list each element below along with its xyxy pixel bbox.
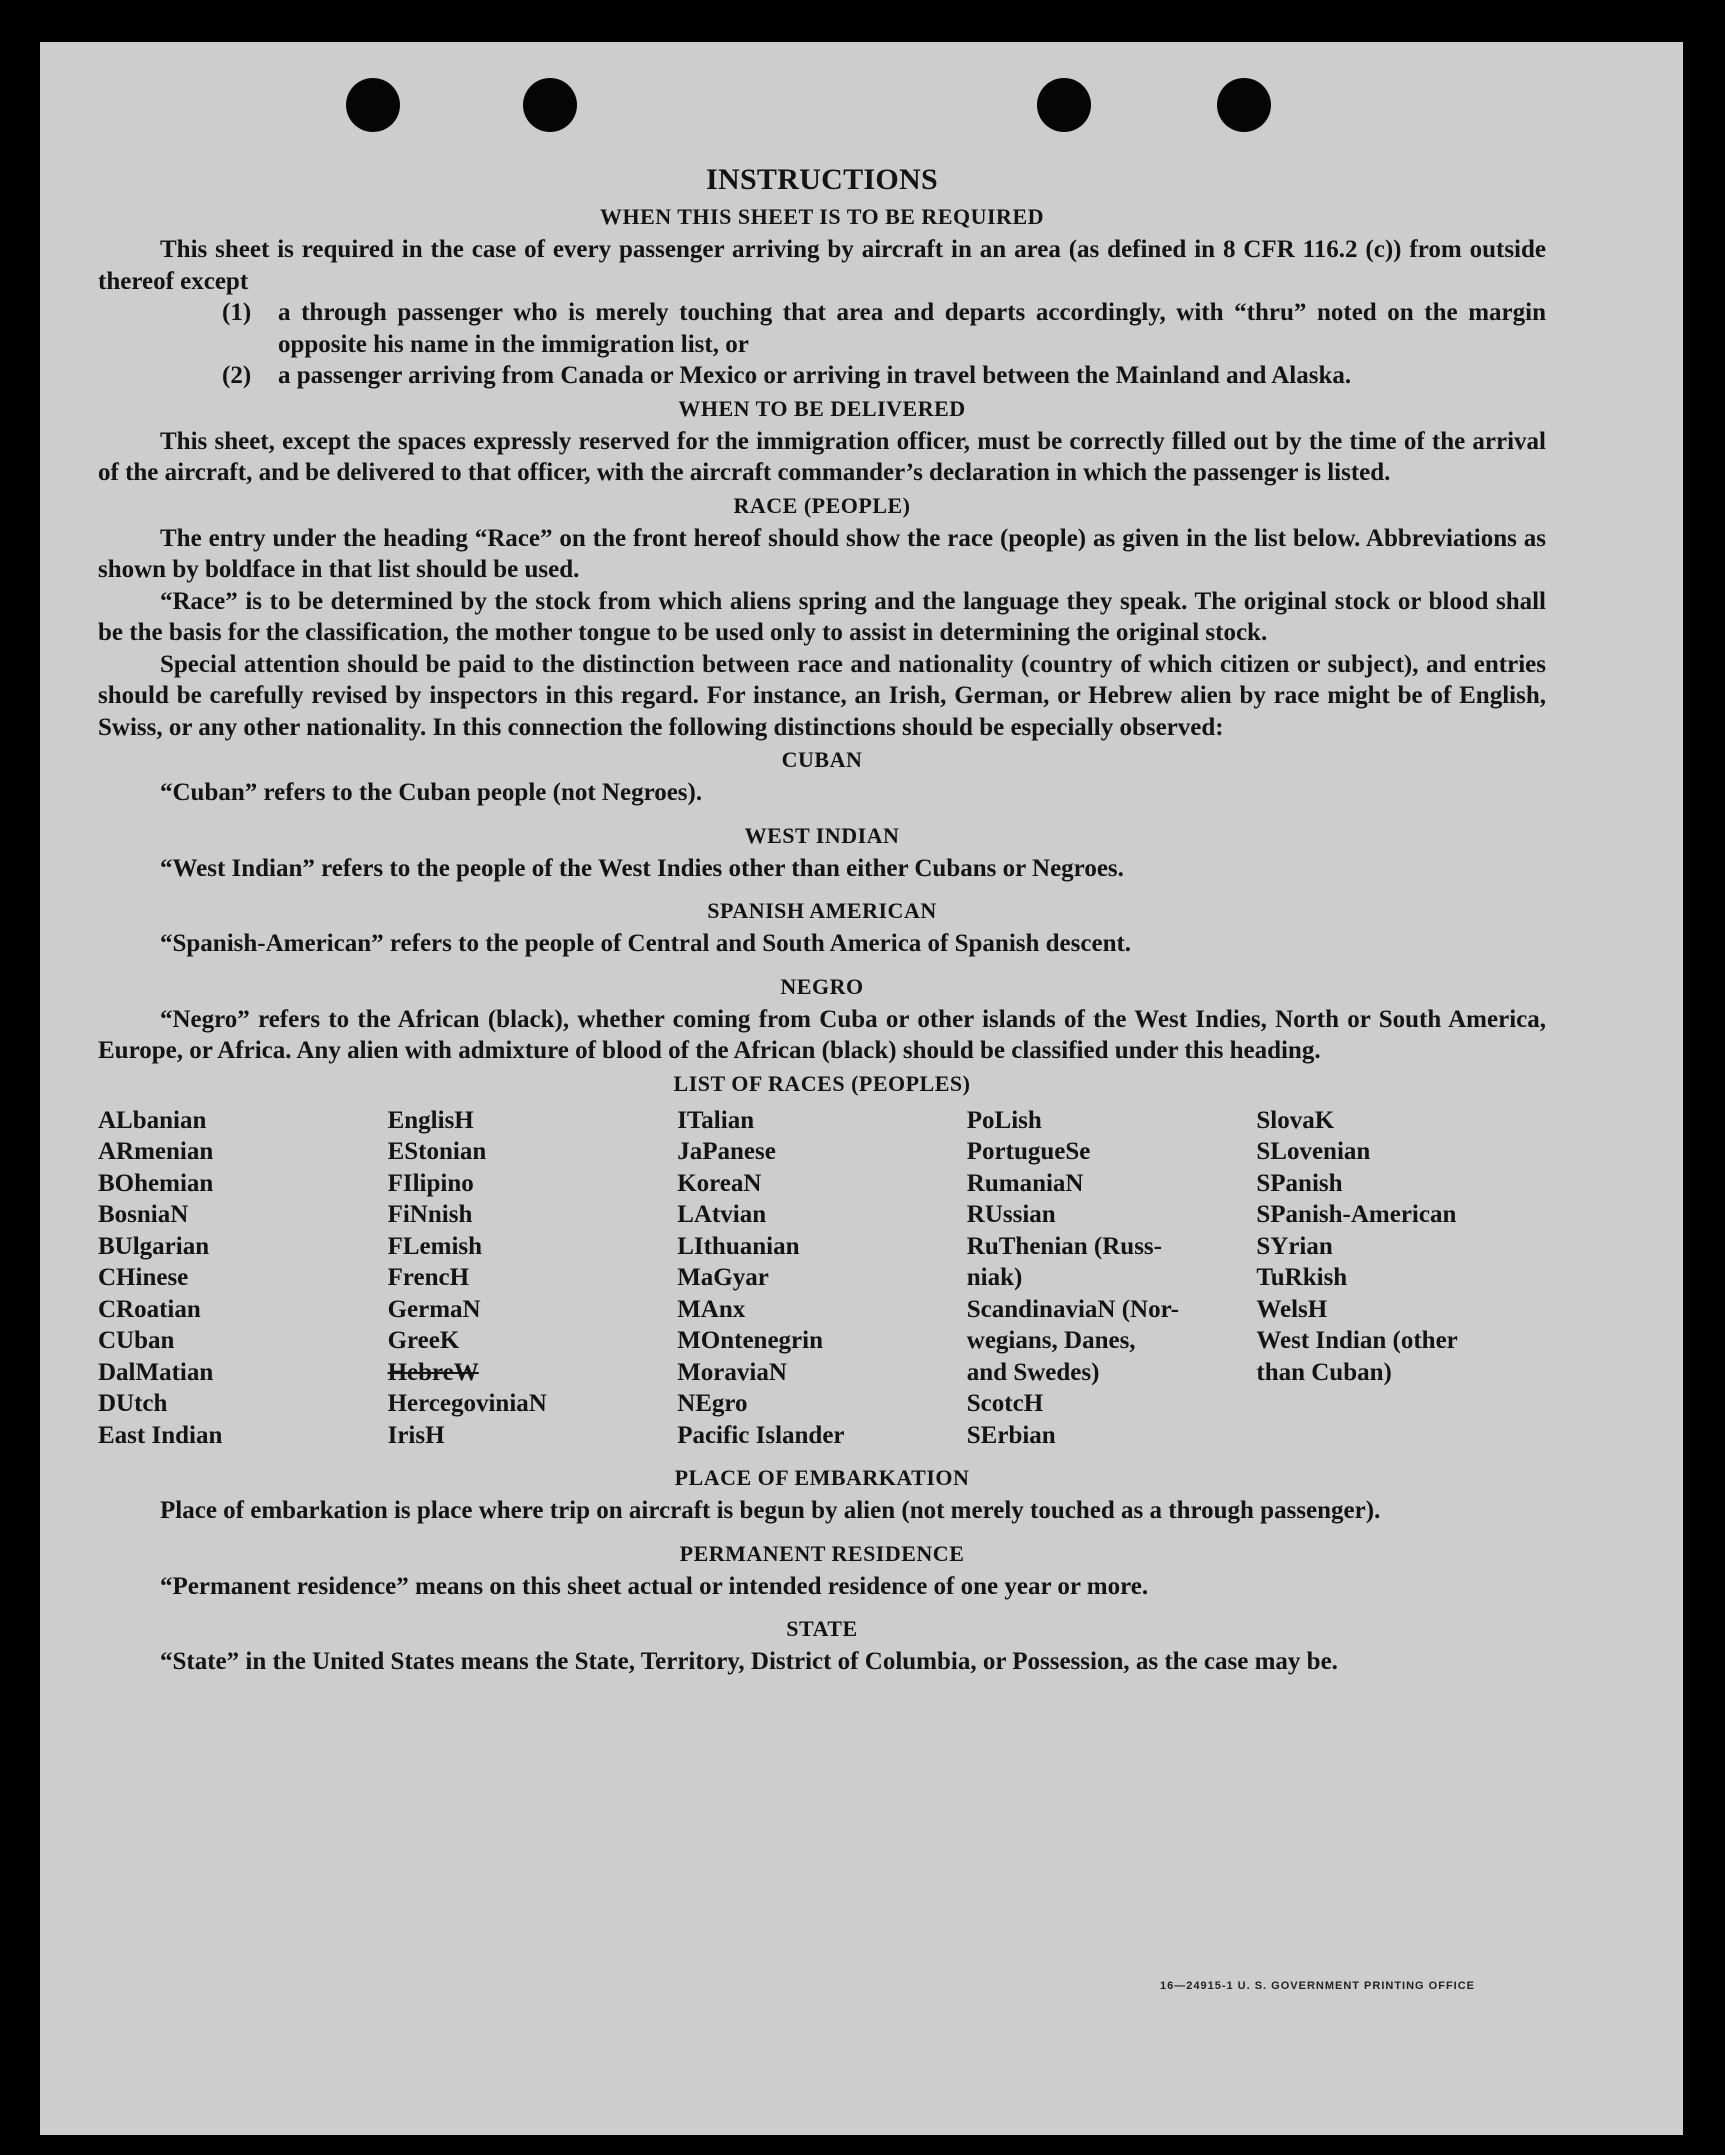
west-indian-text: “West Indian” refers to the people of the West Indies other than either Cubans or Negroes.: [160, 854, 1124, 882]
race-entry: GreeK: [387, 1327, 460, 1354]
section-heading-spanish-american: SPANISH AMERICAN: [707, 898, 937, 923]
section-heading-cuban: CUBAN: [781, 747, 863, 772]
instructions-content: [98, 160, 1546, 1678]
race-entry: GermaN: [387, 1295, 481, 1323]
race-column: [967, 1105, 1257, 1452]
race-entry: BOhemian: [98, 1169, 214, 1197]
race-entry: FiNnish: [387, 1201, 473, 1228]
residence-text: “Permanent residence” means on this sheet actual or intended residence of one year or more.: [160, 1572, 1149, 1600]
race-entry: SPanish-American: [1256, 1201, 1457, 1228]
race-entry: IrisH: [387, 1421, 445, 1449]
race-entry: West Indian (other than Cuban): [1256, 1327, 1458, 1386]
race-entry: LAtvian: [677, 1201, 767, 1228]
exception-item: [222, 297, 1546, 360]
race-paragraph: Special attention should be paid to the distinction between race and nationality (country of which citizen or subject), and entries should be carefully revised by inspectors in this regard. For instance, an Irish, German, or Hebrew alien by race might be of English, Swiss, or any other nationality. In this connection the following distinctions should be especially observed:: [98, 650, 1546, 741]
race-list: [98, 1105, 1546, 1452]
race-entry: CRoatian: [98, 1295, 201, 1323]
race-entry: ALbanian: [98, 1106, 207, 1134]
race-paragraph: “Race” is to be determined by the stock from which aliens spring and the language they speak. The original stock or blood shall be the basis for the classification, the mother tongue to be used only to assist in determining the original stock.: [98, 587, 1546, 646]
race-entry: DalMatian: [98, 1358, 214, 1386]
race-entry: ITalian: [677, 1106, 755, 1134]
section-heading-negro: NEGRO: [780, 973, 864, 999]
race-entry: JaPanese: [677, 1138, 776, 1165]
punch-hole: [346, 78, 400, 132]
race-column: [1256, 1105, 1546, 1452]
race-entry: Pacific Islander: [677, 1421, 845, 1449]
race-entry: ScotcH: [966, 1390, 1044, 1417]
race-column: [388, 1105, 678, 1452]
negro-text: “Negro” refers to the African (black), whether coming from Cuba or other islands of the West Indies, North or South America, Europe, or Africa. Any alien with admixture of blood of the African (black) should be classified under this heading.: [98, 1005, 1546, 1064]
race-entry: RumaniaN: [966, 1169, 1084, 1197]
race-entry: FLemish: [387, 1232, 483, 1260]
section-heading-west-indian: WEST INDIAN: [744, 822, 900, 848]
race-entry: East Indian: [98, 1421, 223, 1449]
exception-text: a through passenger who is merely touching that area and departs accordingly, with “thru” noted on the margin opposite his name in the immigration list, or: [278, 299, 1546, 358]
race-entry: WelsH: [1256, 1295, 1328, 1323]
printer-imprint: 16—24915-1 U. S. GOVERNMENT PRINTING OFFICE: [1160, 1980, 1476, 1992]
race-entry: CUban: [98, 1327, 175, 1354]
race-entry: MOntenegrin: [677, 1327, 824, 1354]
section-heading-state: STATE: [786, 1616, 858, 1641]
race-entry: LIthuanian: [677, 1232, 800, 1260]
when-required-intro: This sheet is required in the case of every passenger arriving by aircraft in an area (as defined in 8 CFR 116.2 (c)) from outside thereof except: [98, 236, 1546, 295]
section-heading-embarkation: PLACE OF EMBARKATION: [674, 1465, 970, 1490]
exception-number: (2): [222, 362, 252, 389]
race-entry: NEgro: [677, 1390, 748, 1417]
race-paragraph: The entry under the heading “Race” on the front hereof should show the race (people) as given in the list below. Abbreviations as shown by boldface in that list should be used.: [98, 524, 1546, 583]
race-entry: ARmenian: [98, 1138, 214, 1165]
race-entry: RUssian: [966, 1201, 1056, 1228]
race-entry: DUtch: [98, 1390, 168, 1417]
race-entry: KoreaN: [677, 1169, 762, 1197]
when-delivered-text: This sheet, except the spaces expressly reserved for the immigration officer, must be correctly filled out by the time of the arrival of the aircraft, and be delivered to that officer, with the aircraft commander’s declaration in which the passenger is listed.: [98, 427, 1546, 486]
race-entry: CHinese: [98, 1264, 189, 1291]
race-entry: HercegoviniaN: [387, 1390, 547, 1417]
race-entry: FIlipino: [387, 1169, 474, 1197]
race-column: [677, 1105, 967, 1452]
race-entry: FrencH: [387, 1264, 470, 1291]
exception-text: a passenger arriving from Canada or Mexico or arriving in travel between the Mainland and Alaska.: [278, 362, 1352, 389]
section-heading-when-required: WHEN THIS SHEET IS TO BE REQUIRED: [599, 204, 1045, 229]
race-entry: PortugueSe: [966, 1138, 1091, 1165]
race-entry: SYrian: [1256, 1232, 1333, 1260]
race-entry-struck: HebreW: [387, 1358, 479, 1386]
race-entry: BosniaN: [98, 1201, 189, 1228]
punch-hole: [1217, 78, 1271, 132]
race-entry: RuThenian (Russ- niak): [966, 1232, 1162, 1291]
section-heading-when-delivered: WHEN TO BE DELIVERED: [678, 395, 966, 421]
race-entry: MaGyar: [677, 1264, 769, 1291]
race-entry: SlovaK: [1256, 1106, 1335, 1134]
race-entry: MAnx: [677, 1295, 746, 1323]
punch-hole: [1037, 78, 1091, 132]
race-entry: SPanish: [1256, 1169, 1343, 1197]
race-entry: TuRkish: [1256, 1264, 1348, 1291]
race-entry: SLovenian: [1256, 1138, 1371, 1165]
embarkation-text: Place of embarkation is place where trip on aircraft is begun by alien (not merely touched as a through passenger).: [160, 1497, 1381, 1524]
section-heading-list-of-races: LIST OF RACES (PEOPLES): [673, 1070, 971, 1096]
race-entry: SErbian: [966, 1421, 1056, 1449]
section-heading-residence: PERMANENT RESIDENCE: [679, 1540, 965, 1566]
race-column: [98, 1105, 388, 1452]
race-entry: EnglisH: [387, 1106, 474, 1134]
race-entry: MoraviaN: [677, 1358, 787, 1386]
exception-number: (1): [222, 299, 252, 326]
race-entry: BUlgarian: [98, 1232, 210, 1260]
spanish-american-text: “Spanish-American” refers to the people of Central and South America of Spanish descent.: [160, 930, 1132, 957]
race-entry: PoLish: [966, 1106, 1042, 1134]
section-heading-race: RACE (PEOPLE): [733, 492, 911, 518]
cuban-text: “Cuban” refers to the Cuban people (not Negroes).: [160, 779, 703, 806]
race-entry: EStonian: [387, 1138, 487, 1165]
race-entry: ScandinaviaN (Nor- wegians, Danes, and Swedes): [966, 1295, 1180, 1386]
punch-hole: [523, 78, 577, 132]
page-title: INSTRUCTIONS: [706, 163, 938, 196]
exception-item: [222, 360, 1546, 392]
state-text: “State” in the United States means the State, Territory, District of Columbia, or Possession, as the case may be.: [160, 1648, 1338, 1675]
